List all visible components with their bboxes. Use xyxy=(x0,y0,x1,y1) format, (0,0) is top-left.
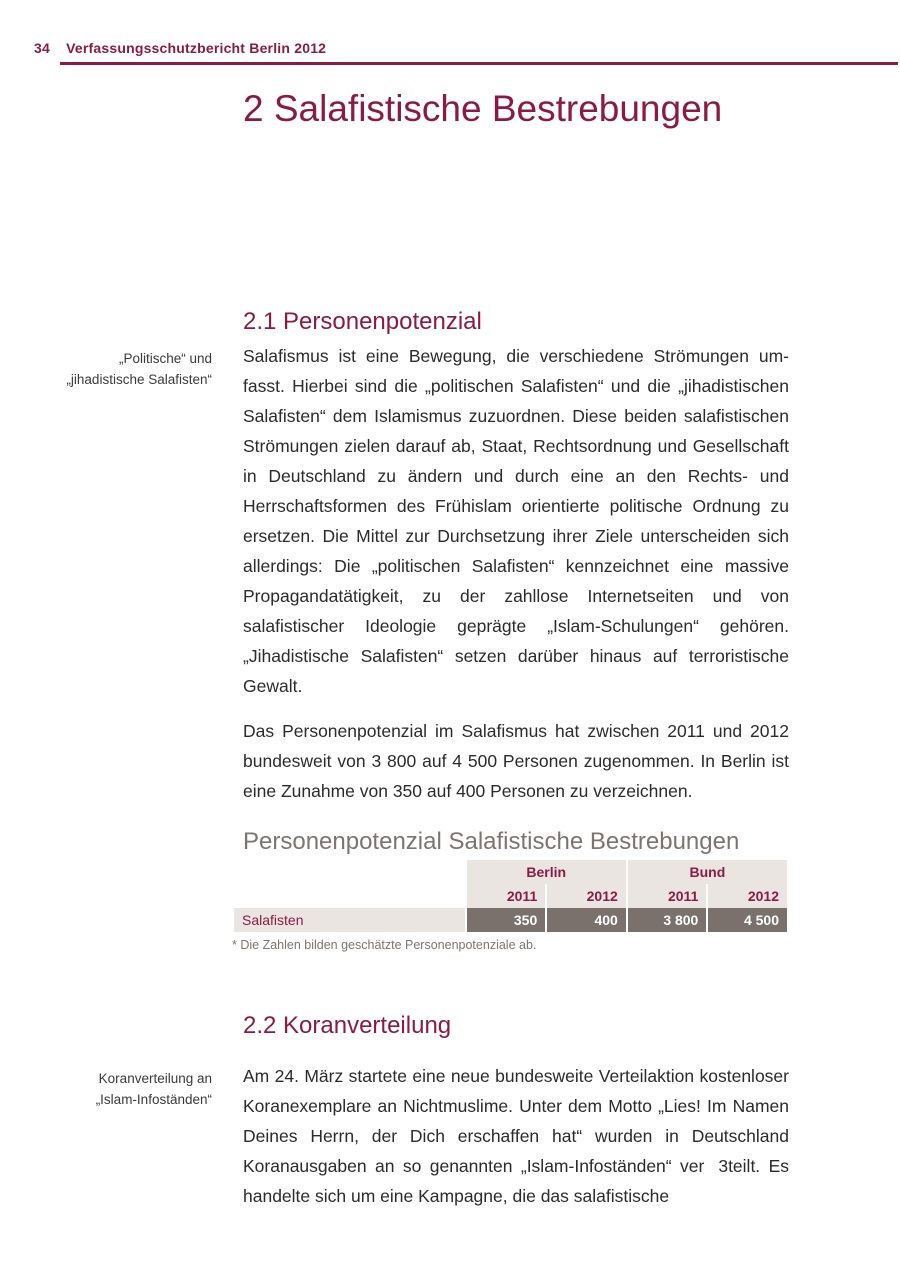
table-title: Personenpotenzial Salafistische Bestrebungen xyxy=(243,828,740,855)
margin-note-salafisten xyxy=(32,348,212,390)
table-corner-cell xyxy=(234,884,465,908)
value-bund-2011: 3 800 xyxy=(628,908,707,932)
table-corner-cell xyxy=(234,860,465,884)
row-label-salafisten: Salafisten xyxy=(234,908,465,932)
chapter-title: 2 Salafistische Bestrebungen xyxy=(243,88,723,129)
section-title-koranverteilung: 2.2 Koranverteilung xyxy=(243,1012,452,1039)
running-header xyxy=(34,40,898,56)
group-header-berlin: Berlin xyxy=(467,860,626,884)
margin-note-koranverteilung xyxy=(32,1068,212,1110)
page-number: 34 xyxy=(34,40,50,56)
group-header-bund: Bund xyxy=(628,860,787,884)
paragraph-koranverteilung: Am 24. März startete eine neue bundesweite Verteilaktion kostenloser Koranexemplare an Nichtmuslime. Unter dem Motto „Lies! Im Namen Deines Herrn, der Dich erschaffen hat“ wurden in Deutschland Koranausgaben an so genannten „Islam-Infoständen“ ver3teilt. Es handelte sich um eine Kampagne, die das salafistische xyxy=(243,1066,789,1206)
year-header-berlin-2012: 2012 xyxy=(547,884,626,908)
table-header-row-groups xyxy=(234,860,787,884)
margin-note-line: „Islam-Infoständen“ xyxy=(95,1092,212,1107)
table-footnote: * Die Zahlen bilden geschätzte Personenpotenziale ab. xyxy=(232,938,537,952)
paragraph-salafismus: Salafismus ist eine Bewegung, die verschiedene Strömungen umfasst. Hierbei sind die „politischen Salafisten“ und die „jihadistischen Salafisten“ dem Islamismus zuzuordnen. Diese beiden salafistischen Strömungen zielen darauf ab, Staat, Rechtsordnung und Gesellschaft in Deutschland zu ändern und durch eine an den Rechts- und Herrschaftsformen des Frühislam orientierte politische Ordnung zu ersetzen. Die Mittel zur Durchsetzung ihrer Ziele unterscheiden sich allerdings: Die „politischen Salafisten“ kennzeichnet eine massive Propagandatätigkeit, zu der zahllose Internetseiten und von salafistischer Ideologie geprägte „Islam-Schulungen“ gehören. „Jihadistische Salafisten“ setzen darüber hinaus auf terroristische Gewalt. xyxy=(243,346,789,696)
value-bund-2012: 4 500 xyxy=(708,908,787,932)
value-berlin-2012: 400 xyxy=(547,908,626,932)
paragraph-personenpotenzial: Das Personenpotenzial im Salafismus hat zwischen 2011 und 2012 bundesweit von 3 800 auf 4 500 Personen zugenommen. In Berlin ist eine Zunahme von 350 auf 400 Personen zu verzeichnen. xyxy=(243,721,789,801)
section-title-personenpotenzial: 2.1 Personenpotenzial xyxy=(243,308,482,335)
year-header-bund-2012: 2012 xyxy=(708,884,787,908)
personenpotenzial-table xyxy=(232,860,789,932)
header-rule xyxy=(60,62,898,65)
margin-note-line: Koranverteilung an xyxy=(98,1071,212,1086)
value-berlin-2011: 350 xyxy=(467,908,546,932)
table-row-salafisten xyxy=(234,908,787,932)
table-header-row-years xyxy=(234,884,787,908)
margin-note-line: „Politische“ und xyxy=(118,351,212,366)
year-header-berlin-2011: 2011 xyxy=(467,884,546,908)
running-title: Verfassungsschutzbericht Berlin 2012 xyxy=(66,40,327,56)
year-header-bund-2011: 2011 xyxy=(628,884,707,908)
margin-note-line: „jihadistische Salafisten“ xyxy=(66,372,212,387)
